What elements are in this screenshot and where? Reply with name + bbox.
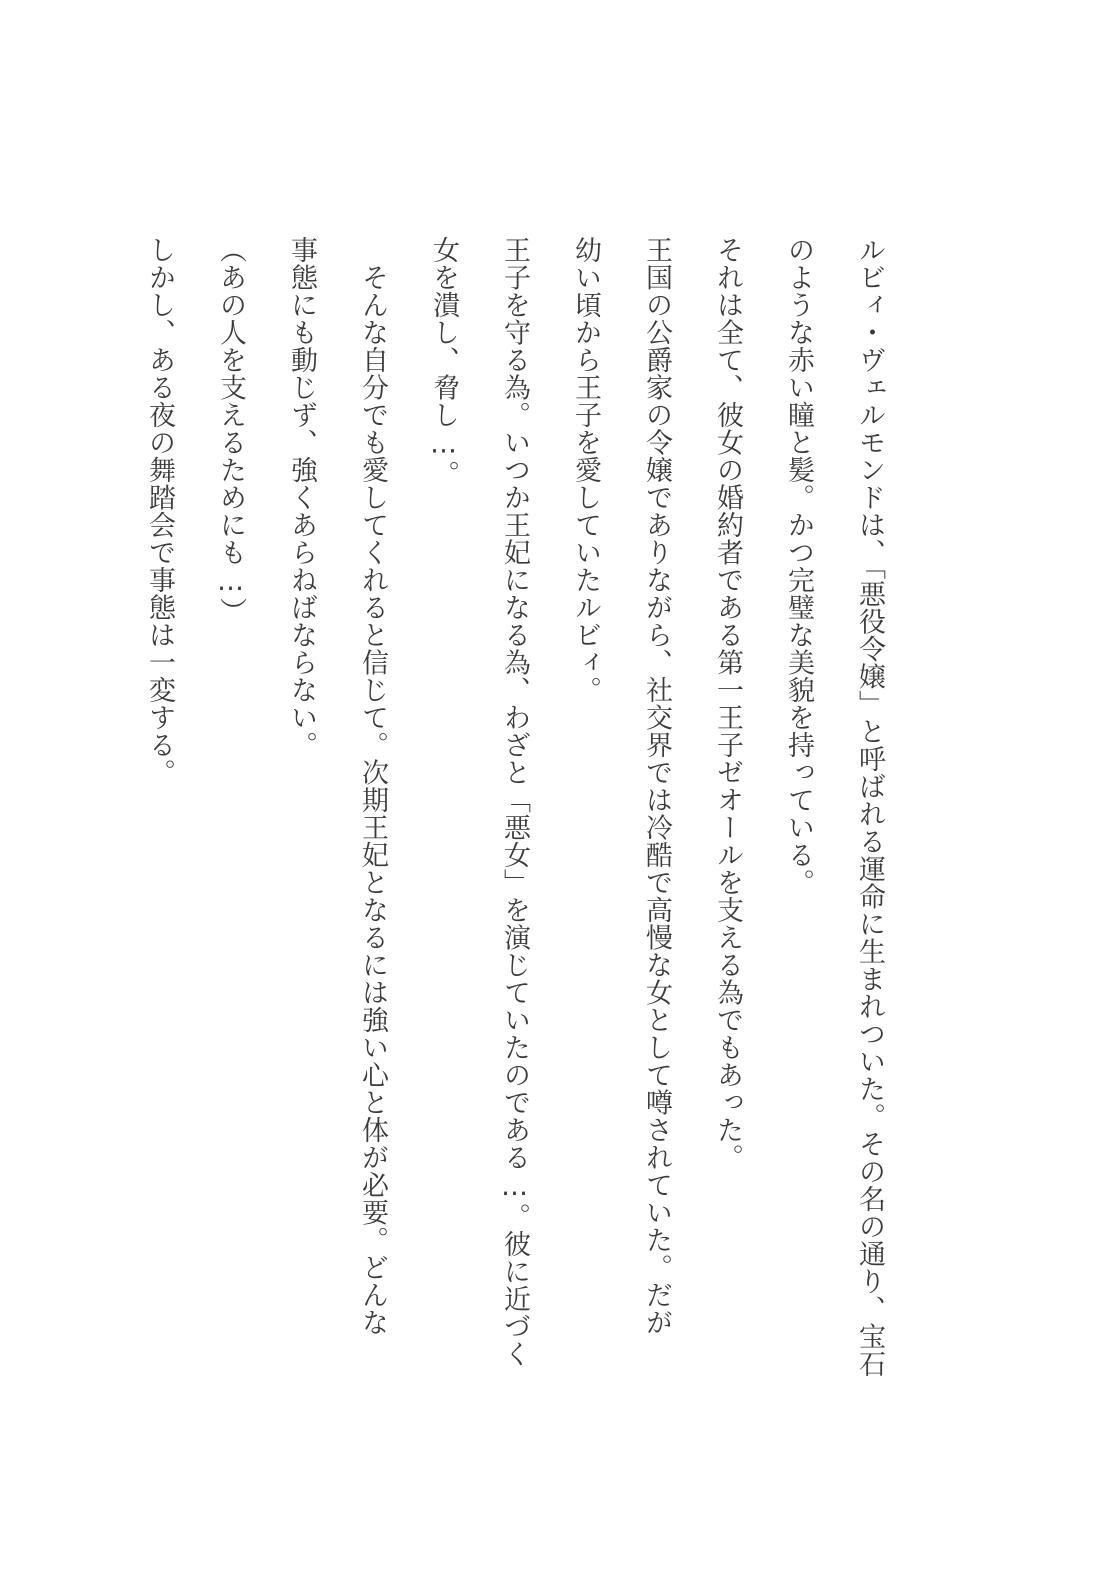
text-line: それは全て、彼女の婚約者である第一王子ゼオールを支える為でもあった。 (712, 236, 743, 1171)
text-line: 女を潰し、脅し…。 (428, 236, 459, 488)
text-line: そんな自分でも愛してくれると信じて。次期王妃となるには強い心と体が必要。どんな (357, 236, 388, 1336)
vertical-text-body (124, 236, 905, 1378)
text-line: ルビィ・ヴェルモンドは、「悪役令嬢」と呼ばれる運命に生まれついた。その名の通り、宝石 (854, 236, 885, 1378)
text-line: 事態にも動じず、強くあらねばならない。 (286, 236, 317, 759)
text-line: 王国の公爵家の令嬢でありながら、社交界では冷酷で高慢な女として噂されていた。だが (641, 236, 672, 1336)
text-line: のような赤い瞳と髪。かつ完璧な美貌を持っている。 (783, 236, 814, 896)
text-line: 幼い頃から王子を愛していたルビィ。 (570, 236, 601, 704)
text-line: （あの人を支えるためにも…） (215, 236, 246, 625)
text-line: 王子を守る為。いつか王妃になる為、わざと「悪女」を演じていたのである…。彼に近づく (499, 236, 530, 1368)
text-line: しかし、ある夜の舞踏会で事態は一変する。 (144, 236, 175, 786)
